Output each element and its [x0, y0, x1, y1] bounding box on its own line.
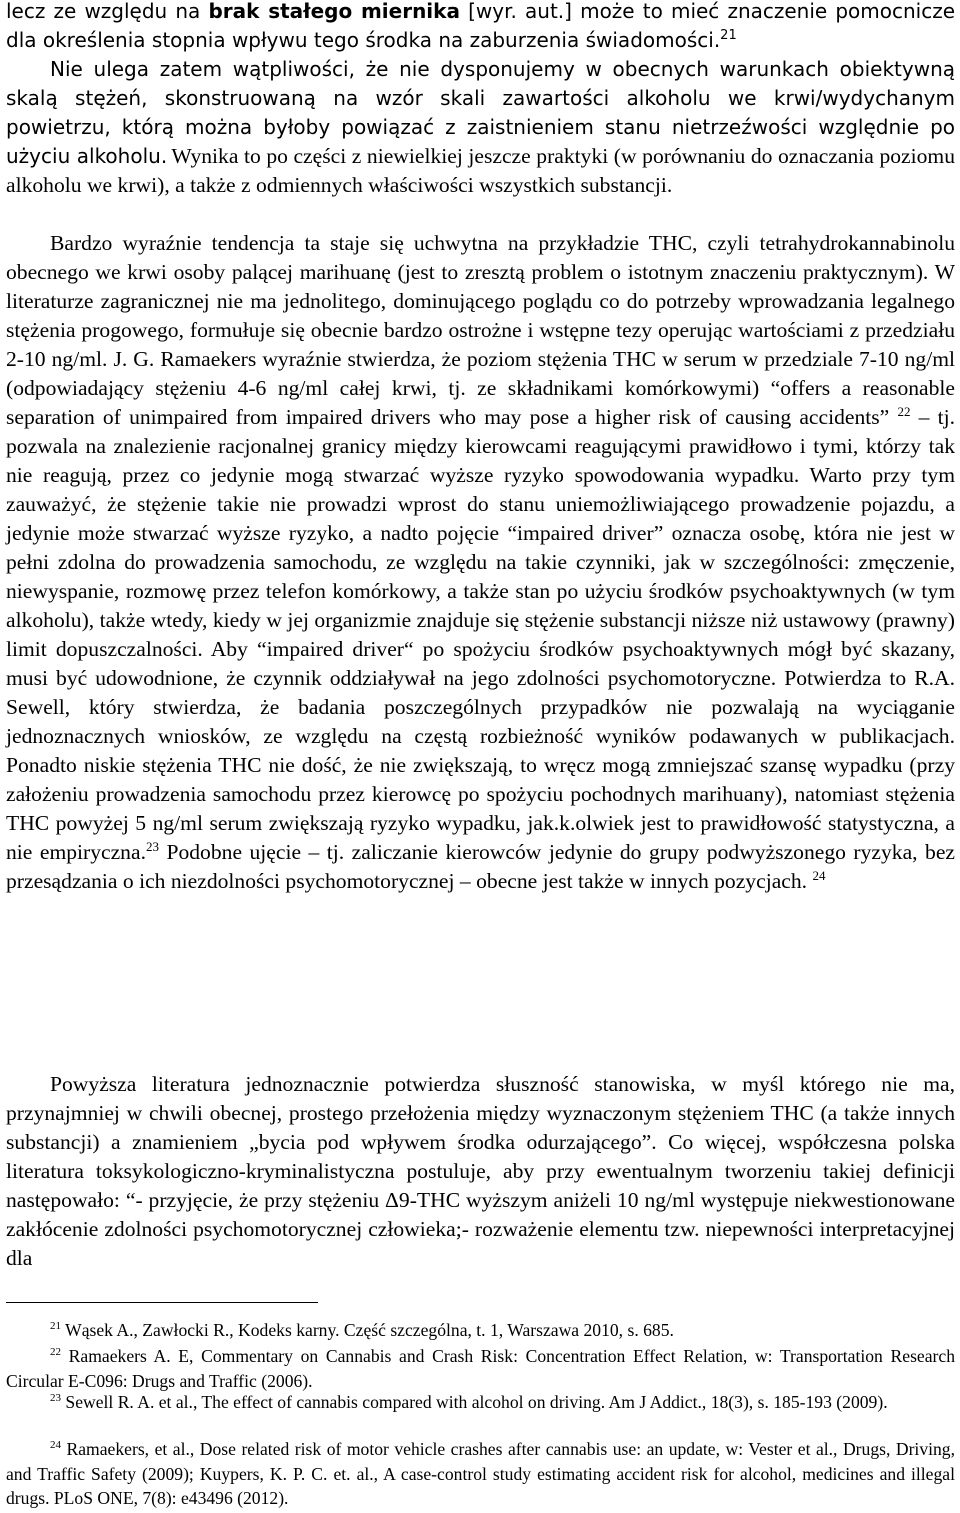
- paragraph-4-text-a: Powyższa literatura jednoznacznie potwierdza słuszność stanowiska, w myśl którego nie ma, przynajmniej w chwili obecnej, prostego przełożenia między wyznaczonym stężeniem THC (a także innych substancji) a znamieniem „bycia pod wpływem środka odurzającego”. Co więcej, współczesna polska literatura toksykologiczno-kryminalistyczna postuluje, aby przy ewentualnym tworzeniu takiej definicji następowało: “- przyjęcie, że przy stężeniu: [6, 1072, 955, 1212]
- footnote-23: [6, 1390, 955, 1415]
- paragraph-2-serif-text: Wynika to po części z niewielkiej jeszcze praktyki (w porównaniu do oznaczania poziomu alkoholu we krwi), a także z odmiennych właściwości wszystkich substancji.: [6, 144, 956, 197]
- footnote-ref-23[interactable]: 23: [145, 839, 159, 854]
- footnote-separator: [6, 1302, 318, 1303]
- paragraph-1: [6, 0, 955, 55]
- paragraph-1-text-a: lecz ze względu na: [6, 0, 201, 23]
- footnote-22-text: Ramaekers A. E, Commentary on Cannabis and Crash Risk: Concentration Effect Relation, w: Transportation Research Circular E-C096: Drugs and Traffic (2006).: [6, 1346, 955, 1391]
- footnote-ref-21[interactable]: 21: [720, 28, 737, 43]
- footnote-23-text: Sewell R. A. et al., The effect of cannabis compared with alcohol on driving. Am J Addict., 18(3), s. 185-193 (2009).: [65, 1392, 888, 1412]
- paragraph-1-text-b: [wyr. aut.] może to mieć znaczenie pomocnicze dla określenia stopnia wpływu tego środka na zaburzenia świadomości.: [6, 0, 956, 52]
- paragraph-4: [6, 1070, 955, 1273]
- footnote-ref-24[interactable]: 24: [812, 868, 826, 883]
- paragraph-3-text-a: Bardzo wyraźnie tendencja ta staje się uchwytna na przykładzie THC, czyli tetrahydrokannabinolu obecnego we krwi osoby palącej marihuanę (jest to zresztą problem o istotnym znaczeniu praktycznym). W literaturze zagranicznej nie ma jednolitego, dominującego poglądu co do potrzeby wprowadzania legalnego stężenia progowego, formułuje się obecnie bardzo ostrożne i wstępne tezy operując wartościami z przedziału 2-10 ng/ml. J. G. Ramaekers wyraźnie stwierdza, że poziom stężenia THC w serum w przedziale 7-10 ng/ml (odpowiadający stężeniu 4-6 ng/ml całej krwi, tj. ze składnikami komórkowymi) “offers a reasonable separation of unimpaired from impaired drivers who may pose a higher risk of causing accidents”: [6, 231, 955, 429]
- footnote-21-number: 21: [50, 1320, 61, 1332]
- paragraph-1-bold: brak stałego miernika: [208, 0, 460, 23]
- footnote-22: [6, 1344, 955, 1393]
- footnote-24-text: Ramaekers, et al., Dose related risk of motor vehicle crashes after cannabis use: an update, w: Vester et al., Drugs, Driving, and Traffic Safety (2009); Kuypers, K. P. C. et. al., A case-control study estimating accident risk for alcohol, medicines and illegal drugs. PLoS ONE, 7(8): e43496 (2012).: [6, 1439, 955, 1508]
- paragraph-2: [6, 55, 955, 200]
- footnote-23-number: 23: [50, 1392, 61, 1404]
- footnote-21-text: Wąsek A., Zawłocki R., Kodeks karny. Część szczególna, t. 1, Warszawa 2010, s. 685.: [65, 1320, 674, 1340]
- footnote-21: [6, 1318, 955, 1343]
- footnote-24-number: 24: [50, 1439, 61, 1451]
- footnote-ref-22[interactable]: 22: [897, 404, 911, 419]
- footnote-22-number: 22: [50, 1346, 61, 1358]
- paragraph-3-text-b: – tj. pozwala na znalezienie racjonalnej granicy między kierowcami reagującymi prawidłowo i tymi, którzy tak nie reagują, przez co jedynie mogą stwarzać wyższe ryzyko spowodowania wypadku. Warto przy tym zauważyć, że stężenie takie nie prowadzi wprost do stanu uniemożliwiającego prowadzenie pojazdu, a jedynie może stwarzać wyższe ryzyko, a nadto pojęcie “impaired driver” oznacza osobę, która nie jest w pełni zdolna do prowadzenia samochodu, ze względu na takie czynniki, jak w szczególności: zmęczenie, niewyspanie, rozmowę przez telefon komórkowy, a także stan po użyciu środków psychoaktywnych (w tym alkoholu), także wtedy, kiedy w jej organizmie znajduje się stężenie substancji niższe niż ustawowy (prawny) limit dopuszczalności. Aby “impaired driver“ po spożyciu środków psychoaktywnych mógł być skazany, musi być udowodnione, że czynnik oddziaływał na jego zdolności psychomotoryczne. Potwierdza to R.A. Sewell, który stwierdza, że badania poszczególnych przypadków nie pozwalają na wyciąganie jednoznacznych wniosków, ze względu na częstą rozbieżność wyników podawanych w publikacjach. Ponadto niskie stężenia THC nie dość, że nie zwiększają, to wręcz mogą zmniejszać szansę wypadku (przy założeniu prowadzenia samochodu przez kierowcę po spożyciu pochodnych marihuany), natomiast stężenia THC powyżej 5 ng/ml serum zwiększają ryzyko wypadku, jak.k.olwiek jest to prawidłowość statystyczna, a nie empiryczna.: [6, 405, 955, 864]
- delta-9-thc: Δ9-THC: [385, 1188, 461, 1212]
- paragraph-3-text-c: Podobne ujęcie – tj. zaliczanie kierowców jedynie do grupy podwyższonego ryzyka, bez przesądzania o ich niezdolności psychomotorycznej – obecne jest także w innych pozycjach.: [6, 840, 955, 893]
- paragraph-4-text-b: wyższym aniżeli 10 ng/ml występuje niekwestionowane zakłócenie zdolności psychomotorycznej człowieka;- rozważenie elementu tzw. niepewności interpretacyjnej dla: [6, 1188, 955, 1270]
- paragraph-2-sans-text: Nie ulega zatem wątpliwości, że nie dysponujemy w obecnych warunkach obiektywną skalą stężeń, skonstruowaną na wzór skali zawartości alkoholu we krwi/wydychanym powietrzu, którą można byłoby powiązać z zaistnieniem stanu nietrzeźwości względnie po użyciu alkoholu.: [6, 57, 955, 168]
- paragraph-3: [6, 229, 955, 896]
- footnote-24: [6, 1437, 955, 1511]
